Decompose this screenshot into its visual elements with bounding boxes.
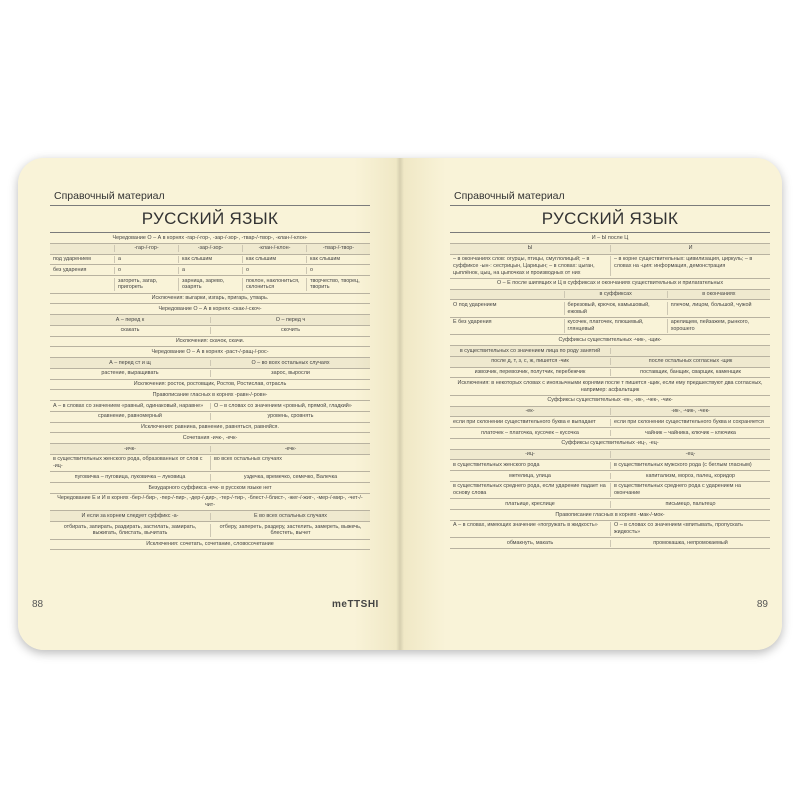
- table-row: [50, 294, 370, 305]
- table-cell: промокашка, непромокаемый: [610, 540, 770, 547]
- table-row: [50, 347, 370, 358]
- section-title: Справочный материал: [450, 188, 770, 206]
- table-cell: Чередование Е и И в корнях -бер-/-бир-, -пер-/-пир-, -дер-/-дир-, -тер-/-тир-, -блест-/-блист-, -жег-/-жиг-, -мер-/-мир-, -чет-/-чит-: [57, 495, 363, 508]
- table-row: [450, 538, 770, 549]
- table-row: [450, 471, 770, 482]
- table-row: [50, 472, 370, 483]
- table-cell: Чередование О – А в корнях -гар-/-гор-, -зар-/-зор-, -твар-/-твор-, -клан-/-клон-: [112, 234, 308, 241]
- page-number: 89: [756, 599, 768, 610]
- table-cell: А – в словах со значением «равный, одинаковый, наравне»: [53, 402, 204, 409]
- left-rule-table: [50, 233, 370, 550]
- right-rule-table: [450, 233, 770, 549]
- table-cell: -зар-/-зор-: [178, 245, 242, 252]
- table-cell: поставщик, банщик, сварщик, каменщик: [610, 369, 770, 376]
- table-cell: [50, 245, 114, 252]
- table-row: [50, 511, 370, 522]
- table-cell: скакать: [120, 327, 140, 334]
- brand-logo: [332, 599, 379, 610]
- table-row: [50, 401, 370, 412]
- table-cell: как слышим: [242, 256, 306, 263]
- table-row: [50, 494, 370, 512]
- table-row: [450, 521, 770, 539]
- table-cell: отбирать, запирать, раздирать, застилать, замирать, выжигать, блистать, вычитать: [63, 523, 197, 537]
- table-row: [450, 407, 770, 418]
- table-cell: Безударного суффикса -ечк- в русском языке нет: [148, 484, 272, 491]
- table-cell: в суффиксах: [564, 291, 667, 298]
- table-row: [450, 368, 770, 379]
- table-row: [450, 244, 770, 255]
- table-cell: письмецо, пальтецо: [610, 501, 770, 508]
- table-row: [50, 380, 370, 391]
- table-row: [50, 276, 370, 294]
- table-cell: Е без ударения: [453, 319, 492, 326]
- table-cell: Чередование О – А в корнях -скак-/-скоч-: [158, 305, 262, 312]
- table-cell: во всех остальных случаях: [210, 456, 370, 470]
- table-cell: -иц-: [525, 451, 535, 457]
- table-cell: -ик-, -чик-, -чек-: [610, 408, 770, 415]
- table-cell: О – в словах со значением «ровный, прямой, гладкий»: [210, 403, 370, 410]
- table-row: [50, 444, 370, 455]
- table-cell: Исключения: выгарки, изгарь, пригарь, утварь.: [151, 295, 269, 301]
- brand-logo-text: meTTSHI: [332, 599, 379, 610]
- table-cell: Суффиксы существительных -ек-, -ик-, -чек-, -чик-: [547, 397, 673, 404]
- table-cell: Чередование О – А в корнях -раст-/-ращ-/-рос-: [151, 348, 269, 355]
- table-cell: платочек – платочка, кусочек – кусочка: [481, 429, 579, 436]
- table-cell: -клан-/-клон-: [242, 245, 306, 252]
- table-cell: О под ударением: [453, 301, 497, 308]
- table-row: [50, 455, 370, 473]
- subject-title: РУССКИЙ ЯЗЫК: [450, 206, 770, 233]
- table-row: [450, 279, 770, 290]
- table-row: [50, 265, 370, 276]
- table-cell: -ек-: [525, 408, 535, 414]
- table-cell: Исключения: в некоторых словах с иноязычными корнями после т пишется -щик, если ему предшествуют два согласных, например: асфальтщик: [457, 379, 763, 393]
- table-cell: – в корне существительных: цивилизация, циркуль; – в словах на -ция: информация, демонстрация: [610, 256, 770, 276]
- table-cell: в существительных со значением лица по роду занятий: [459, 347, 601, 354]
- table-row: [450, 357, 770, 368]
- table-cell: Исключения: росток, ростовщик, Ростов, Ростислав, отрасль: [133, 381, 287, 387]
- table-cell: в существительных среднего рода, если ударение падает на основу слова: [453, 483, 606, 496]
- table-cell: -твар-/-твор-: [306, 245, 370, 252]
- table-row: [50, 433, 370, 444]
- table-cell: – в окончаниях слов: огурцы, птицы, смуглолицый; – в суффиксе -ын-: сестрицын, Царицын; – в словах: цыган, цыплёнок, цыц, на цыпочках и производных от них: [453, 256, 595, 276]
- table-cell: без ударения: [53, 266, 87, 273]
- right-reference-sheet: [450, 188, 770, 549]
- table-cell: обмакнуть, макать: [506, 539, 554, 546]
- table-cell: кусочек, платочек, плюшевый, глянцевый: [564, 319, 667, 333]
- table-cell: Правописание гласных в корнях -равн-/-ровн-: [152, 391, 268, 398]
- table-row: [450, 255, 770, 279]
- table-cell: поклон, наклониться, склониться: [242, 278, 306, 292]
- table-cell: в существительных женского рода, образованных от слов с -иц-: [53, 456, 203, 469]
- table-cell: плечом, лицом, большой, чужой: [667, 302, 770, 316]
- table-cell: если при склонении существительного буква е выпадает: [453, 418, 596, 425]
- table-cell: Суффиксы существительных -чик-, -щик-: [558, 336, 662, 343]
- table-cell: Е во всех остальных случаях: [210, 513, 370, 520]
- table-row: [50, 423, 370, 434]
- table-row: [450, 378, 770, 396]
- table-cell: а: [114, 256, 178, 263]
- table-cell: -ец-: [610, 451, 770, 458]
- table-cell: растение, выращивать: [101, 370, 159, 377]
- table-row: [450, 290, 770, 301]
- table-cell: Сочетания -ичк-, -ечк-: [182, 434, 238, 441]
- table-cell: зарос, выросли: [210, 370, 370, 377]
- table-cell: А – перед ст и щ: [109, 359, 151, 366]
- table-cell: скочить: [210, 327, 370, 334]
- table-cell: И: [610, 245, 770, 252]
- table-row: [50, 315, 370, 326]
- table-row: [50, 540, 370, 551]
- table-row: [50, 337, 370, 348]
- table-cell: отберу, запереть, раздеру, застелить, замереть, выжечь, блестеть, вычет: [210, 524, 370, 538]
- table-cell: в существительных мужского рода (с беглым гласным): [610, 462, 770, 469]
- table-cell: чайник – чайника, ключик – ключика: [610, 430, 770, 437]
- table-row: [450, 346, 770, 357]
- table-cell: о: [242, 267, 306, 274]
- table-row: [50, 244, 370, 255]
- table-cell: -ичк-: [124, 445, 136, 452]
- table-cell: платьице, креслице: [505, 500, 555, 507]
- table-cell: под ударением: [53, 256, 91, 262]
- section-title: Справочный материал: [50, 188, 370, 206]
- table-cell: зарница, зарево, озарять: [178, 278, 242, 292]
- table-cell: творчество, творец, творить: [306, 278, 370, 292]
- table-row: [450, 510, 770, 521]
- table-cell: Исключения: скачок, скачи.: [175, 338, 245, 344]
- subject-title: РУССКИЙ ЯЗЫК: [50, 206, 370, 233]
- table-cell: Суффиксы существительных -иц-, -ец-: [561, 440, 659, 447]
- table-cell: капитализм, мороз, палец, коридор: [610, 473, 770, 480]
- table-cell: Исключения: равнина, равнение, равняться, равняйся.: [141, 424, 279, 430]
- table-row: [450, 439, 770, 450]
- table-cell: после д, т, з, с, ж, пишется -чик: [491, 358, 569, 365]
- table-cell: [50, 278, 114, 292]
- table-cell: извозчик, перевозчик, полутчик, перебежчик: [474, 369, 586, 375]
- table-cell: Ы: [527, 245, 533, 252]
- table-row: [450, 417, 770, 428]
- table-row: [50, 358, 370, 369]
- table-row: [450, 300, 770, 318]
- table-cell: О – во всех остальных случаях: [210, 360, 370, 367]
- table-cell: [450, 291, 564, 298]
- table-row: [450, 482, 770, 500]
- table-cell: метелица, улица: [509, 472, 551, 479]
- table-cell: О – перед ч: [210, 317, 370, 324]
- right-page: [400, 158, 782, 650]
- table-cell: как слышим: [306, 256, 370, 263]
- table-cell: в окончаниях: [667, 291, 770, 298]
- table-cell: после остальных согласных -щик: [610, 358, 770, 365]
- table-cell: загореть, загар, пригореть: [114, 278, 178, 292]
- table-cell: о: [114, 267, 178, 274]
- table-cell: уздечка, времечко, семечко, Валечка: [210, 474, 370, 481]
- left-page: [18, 158, 400, 650]
- table-cell: Правописание гласных в корнях -мак-/-мок-: [555, 511, 665, 518]
- table-cell: сравнение, равномерный: [98, 413, 162, 420]
- table-row: [450, 499, 770, 510]
- table-row: [450, 428, 770, 439]
- page-number: 88: [32, 599, 44, 610]
- table-row: [450, 233, 770, 244]
- table-cell: О – в словах со значением «впитывать, пропускать жидкость»: [610, 522, 770, 536]
- table-row: [50, 255, 370, 266]
- table-row: [450, 450, 770, 461]
- table-row: [50, 390, 370, 401]
- table-row: [450, 396, 770, 407]
- notebook-spread: [18, 158, 782, 650]
- table-cell: -гар-/-гор-: [114, 245, 178, 252]
- book-spine: [396, 158, 404, 650]
- table-row: [450, 460, 770, 471]
- table-row: [50, 522, 370, 540]
- table-cell: А – в словах, имеющих значение «погружать в жидкость»: [453, 522, 598, 529]
- table-cell: Исключения: сочетать, сочетание, словосочетание: [146, 541, 274, 547]
- table-cell: о: [306, 267, 370, 274]
- table-row: [50, 326, 370, 337]
- table-cell: О – Е после шипящих и Ц в суффиксах и окончаниях существительных и прилагательных: [496, 280, 724, 287]
- table-row: [50, 483, 370, 494]
- table-cell: в существительных женского рода: [453, 461, 540, 468]
- table-cell: пуговичка – пуговица, луковичка – луковица: [74, 473, 186, 480]
- table-cell: -ечк-: [210, 446, 370, 453]
- table-cell: арелищем, пейзажем, рынкого, хорошего: [667, 319, 770, 333]
- table-row: [50, 412, 370, 423]
- table-cell: А – перед к: [115, 316, 145, 323]
- table-cell: уровень, сровнять: [210, 413, 370, 420]
- table-cell: в существительных среднего рода с ударением на окончание: [610, 483, 770, 497]
- table-cell: [610, 348, 770, 355]
- table-cell: И если за корнем следует суффикс -а-: [81, 512, 179, 519]
- table-row: [50, 304, 370, 315]
- table-cell: если при склонении существительного буква и сохраняется: [610, 419, 770, 426]
- table-cell: а: [178, 267, 242, 274]
- table-cell: березовый, крючок, камышовый, ежовый: [564, 302, 667, 316]
- table-cell: как слышим: [178, 256, 242, 263]
- table-row: [50, 369, 370, 380]
- table-row: [450, 318, 770, 336]
- table-row: [50, 233, 370, 244]
- table-cell: И – Ы после Ц: [591, 234, 629, 241]
- left-reference-sheet: [50, 188, 370, 550]
- table-row: [450, 335, 770, 346]
